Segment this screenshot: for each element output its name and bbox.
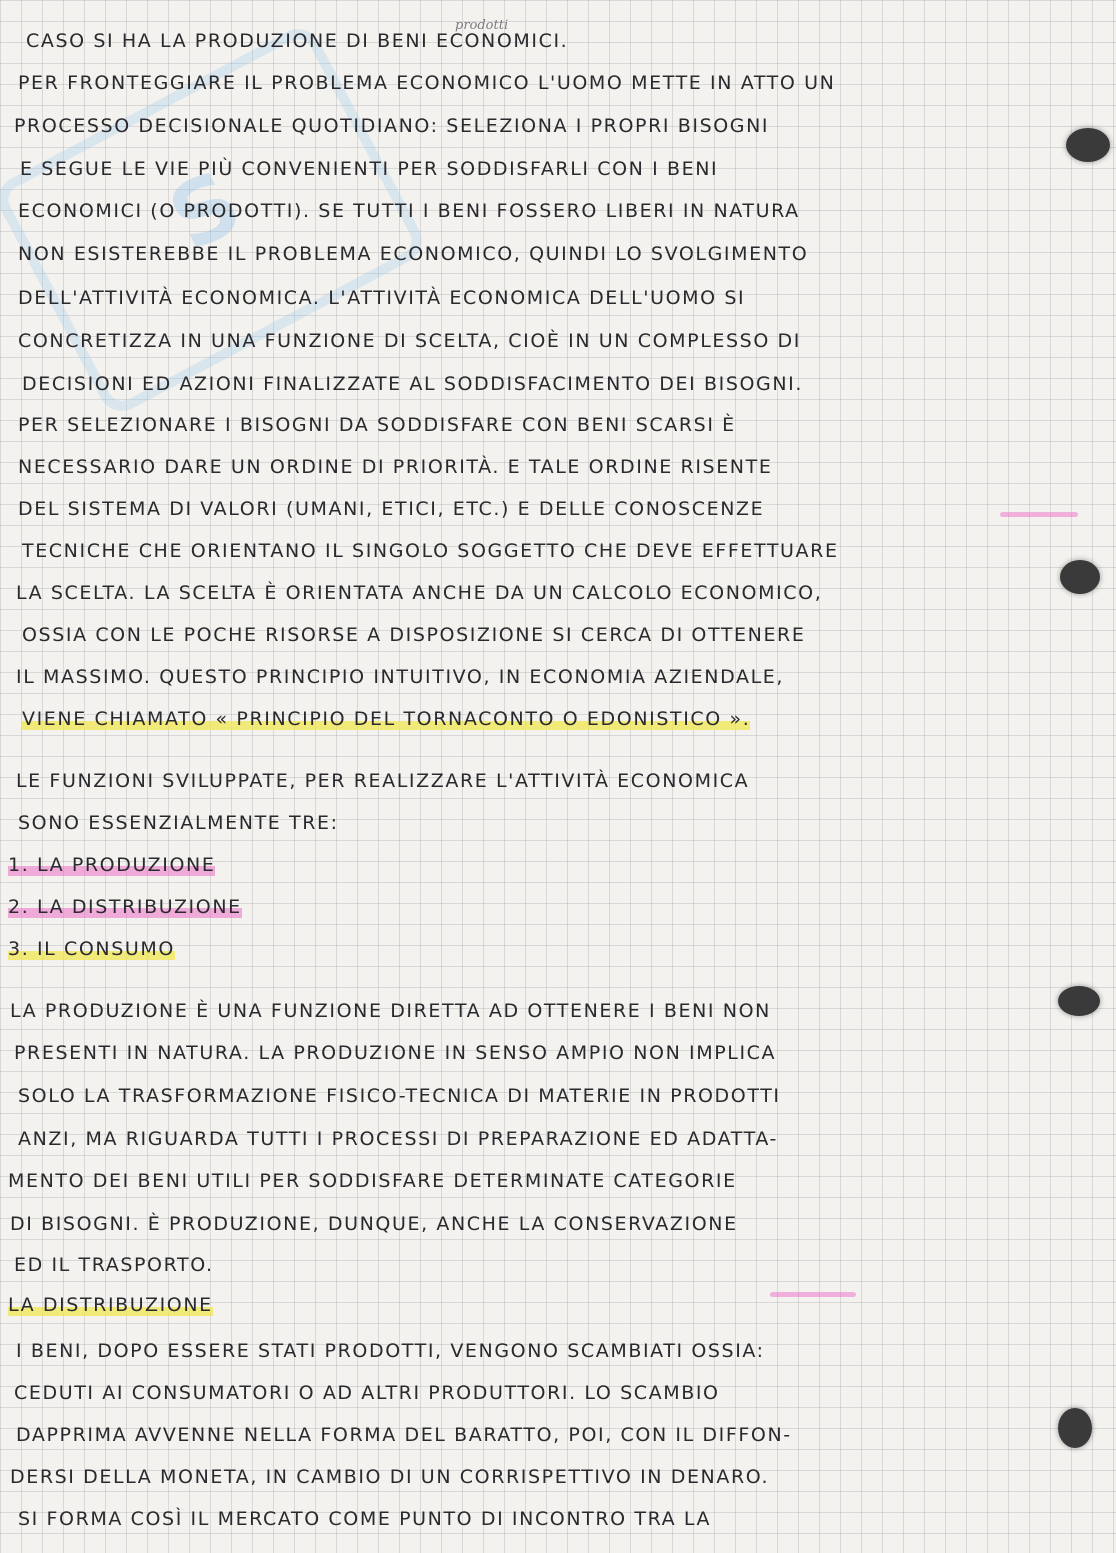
section-heading-distribution: LA DISTRIBUZIONE: [8, 1294, 213, 1316]
note-line: NECESSARIO DARE UN ORDINE DI PRIORITÀ. E TALE ORDINE RISENTE: [18, 456, 773, 478]
note-line: LA PRODUZIONE È UNA FUNZIONE DIRETTA AD OTTENERE I BENI NON: [10, 1000, 771, 1022]
note-line: PER SELEZIONARE I BISOGNI DA SODDISFARE CON BENI SCARSI È: [18, 414, 736, 436]
note-line: NON ESISTEREBBE IL PROBLEMA ECONOMICO, QUINDI LO SVOLGIMENTO: [18, 243, 809, 265]
list-item-production: 1. LA PRODUZIONE: [8, 854, 216, 876]
note-line: DI BISOGNI. È PRODUZIONE, DUNQUE, ANCHE LA CONSERVAZIONE: [10, 1213, 738, 1235]
pink-marker-stroke: [770, 1292, 856, 1297]
note-line: I BENI, DOPO ESSERE STATI PRODOTTI, VENGONO SCAMBIATI OSSIA:: [16, 1340, 765, 1362]
list-item-consumption: 3. IL CONSUMO: [8, 938, 175, 960]
note-line: E SEGUE LE VIE PIÙ CONVENIENTI PER SODDISFARLI CON I BENI: [20, 158, 719, 180]
binder-hole-icon: [1058, 1408, 1092, 1448]
note-line: PRESENTI IN NATURA. LA PRODUZIONE IN SENSO AMPIO NON IMPLICA: [14, 1042, 777, 1064]
note-line: TECNICHE CHE ORIENTANO IL SINGOLO SOGGETTO CHE DEVE EFFETTUARE: [22, 540, 839, 562]
pencil-annotation: prodotti: [455, 18, 509, 33]
note-line: DECISIONI ED AZIONI FINALIZZATE AL SODDISFACIMENTO DEI BISOGNI.: [22, 373, 804, 395]
watermark-logo: S: [0, 21, 430, 420]
note-line: SI FORMA COSÌ IL MERCATO COME PUNTO DI INCONTRO TRA LA: [18, 1508, 712, 1530]
note-line: OSSIA CON LE POCHE RISORSE A DISPOSIZIONE SI CERCA DI OTTENERE: [22, 624, 806, 646]
note-line: CASO SI HA LA PRODUZIONE DI BENI ECONOMICI.: [26, 30, 569, 52]
list-item-distribution: 2. LA DISTRIBUZIONE: [8, 896, 242, 918]
note-line: CEDUTI AI CONSUMATORI O AD ALTRI PRODUTTORI. LO SCAMBIO: [14, 1382, 720, 1404]
note-line: DEL SISTEMA DI VALORI (UMANI, ETICI, ETC.) E DELLE CONOSCENZE: [18, 498, 765, 520]
note-line: LA SCELTA. LA SCELTA È ORIENTATA ANCHE DA UN CALCOLO ECONOMICO,: [16, 582, 823, 604]
note-line: PER FRONTEGGIARE IL PROBLEMA ECONOMICO L'UOMO METTE IN ATTO UN: [18, 72, 836, 94]
binder-hole-icon: [1066, 128, 1110, 162]
note-line: ED IL TRASPORTO.: [14, 1254, 214, 1276]
note-line: IL MASSIMO. QUESTO PRINCIPIO INTUITIVO, IN ECONOMIA AZIENDALE,: [16, 666, 785, 688]
binder-hole-icon: [1060, 560, 1100, 594]
note-line: DELL'ATTIVITÀ ECONOMICA. L'ATTIVITÀ ECONOMICA DELL'UOMO SI: [18, 287, 746, 309]
note-line: ANZI, MA RIGUARDA TUTTI I PROCESSI DI PREPARAZIONE ED ADATTA-: [18, 1128, 779, 1150]
note-line: CONCRETIZZA IN UNA FUNZIONE DI SCELTA, CIOÈ IN UN COMPLESSO DI: [18, 330, 801, 352]
binder-hole-icon: [1058, 986, 1100, 1016]
note-line: MENTO DEI BENI UTILI PER SODDISFARE DETERMINATE CATEGORIE: [8, 1170, 737, 1192]
note-line: LE FUNZIONI SVILUPPATE, PER REALIZZARE L'ATTIVITÀ ECONOMICA: [16, 770, 750, 792]
pink-marker-stroke: [1000, 512, 1078, 517]
highlighted-line: VIENE CHIAMATO « PRINCIPIO DEL TORNACONTO O EDONISTICO ».: [22, 708, 751, 730]
note-line: DERSI DELLA MONETA, IN CAMBIO DI UN CORRISPETTIVO IN DENARO.: [10, 1466, 770, 1488]
note-line: SONO ESSENZIALMENTE TRE:: [18, 812, 339, 834]
note-line: DAPPRIMA AVVENNE NELLA FORMA DEL BARATTO, POI, CON IL DIFFON-: [16, 1424, 792, 1446]
note-line: PROCESSO DECISIONALE QUOTIDIANO: SELEZIONA I PROPRI BISOGNI: [14, 115, 770, 137]
note-line: SOLO LA TRASFORMAZIONE FISICO-TECNICA DI MATERIE IN PRODOTTI: [18, 1085, 781, 1107]
note-line: ECONOMICI (O PRODOTTI). SE TUTTI I BENI FOSSERO LIBERI IN NATURA: [18, 200, 800, 222]
